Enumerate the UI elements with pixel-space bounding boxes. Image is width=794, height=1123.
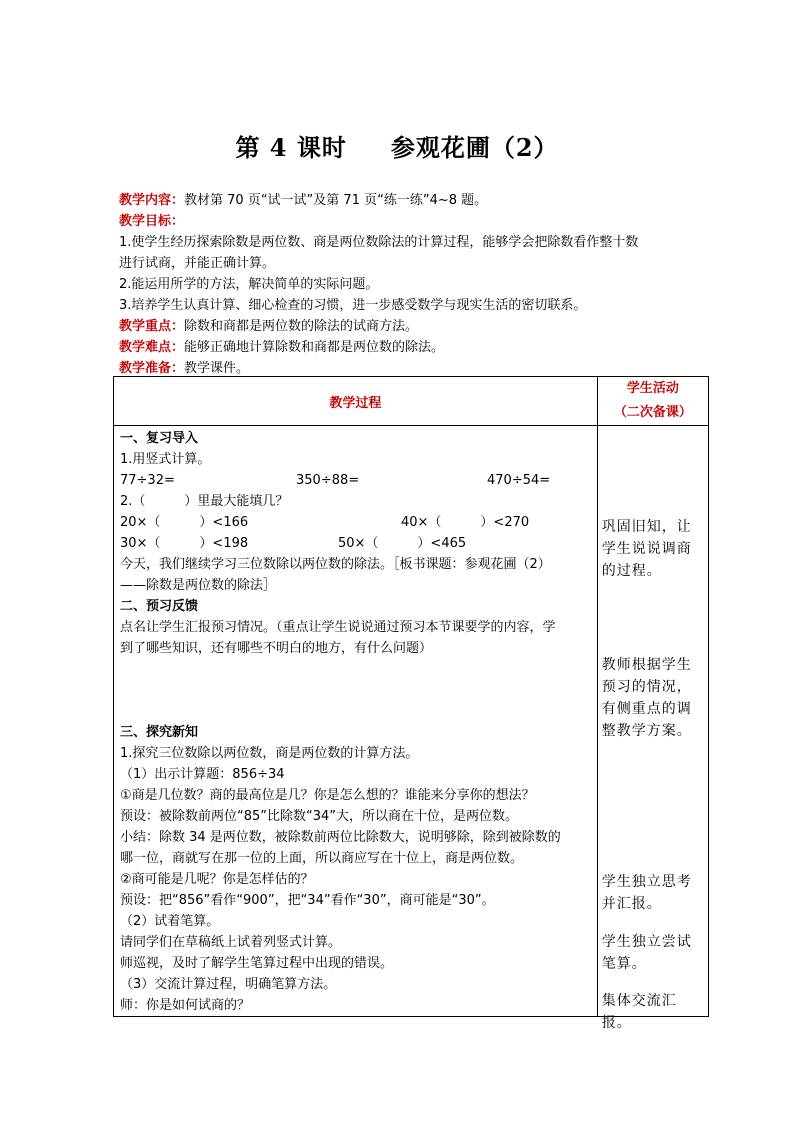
list-item: 1.探究三位数除以两位数，商是两位数的计算方法。 <box>120 746 419 761</box>
list-item: （1）出示计算题：856÷34 <box>120 767 285 782</box>
list-item: 2.（ ）里最大能填几？ <box>120 494 289 509</box>
process-cell <box>114 426 598 1017</box>
goal-line <box>119 211 719 232</box>
header-activity <box>597 377 708 426</box>
activity-cell <box>597 426 708 1031</box>
list-item: 师：你是如何试商的？ <box>120 998 251 1013</box>
key-text: 除数和商都是两位数的除法的试商方法。 <box>184 319 419 334</box>
list-item: 预设：把“856”看作“900”，把“34”看作“30”，商可能是“30”。 <box>120 893 495 908</box>
list-item: （2）试着笔算。 <box>120 914 220 929</box>
list-item: 预设：被除数前两位“85”比除数“34”大，所以商在十位，是两位数。 <box>120 809 519 824</box>
fill-item: 40×（ ）<270 <box>401 515 530 530</box>
calc-item: 350÷88= <box>296 473 360 488</box>
calc-item: 77÷32= <box>120 473 175 488</box>
list-item: 1.用竖式计算。 <box>120 452 211 467</box>
list-item: 哪一位，商就写在那一位的上面，所以商应写在十位上，商是两位数。 <box>120 851 524 866</box>
fill-item: 50×（ ）<465 <box>338 536 467 551</box>
content-label: 教学内容： <box>119 193 185 208</box>
table-body-row <box>114 426 709 1017</box>
list-item: ——除数是两位数的除法］ <box>120 578 277 593</box>
activity-note: 巩固旧知，让学生说说调商的过程。 <box>601 519 692 579</box>
activity-note: 学生独立尝试笔算。 <box>601 934 692 972</box>
list-item: 师巡视，及时了解学生笔算过程中出现的错误。 <box>120 956 394 971</box>
goal-label: 教学目标： <box>119 214 185 229</box>
activity-note: 集体交流汇报。 <box>601 993 677 1031</box>
key-label: 教学重点： <box>119 319 185 334</box>
list-item: 今天，我们继续学习三位数除以两位数的除法。［板书课题：参观花圃（2） <box>120 557 551 572</box>
section-1-title: 一、复习导入 <box>120 431 199 446</box>
activity-note: 教师根据学生预习的情况，有侧重点的调整教学方案。 <box>601 657 692 739</box>
goal-item: 1.使学生经历探索除数是两位数、商是两位数除法的计算过程，能够学会把除数看作整十数 <box>119 235 639 250</box>
lesson-topic: 参观花圃（2） <box>390 133 559 162</box>
header-activity-line1: 学生活动 <box>626 381 679 396</box>
calc-item: 470÷54= <box>487 473 551 488</box>
list-item: 请同学们在草稿纸上试着列竖式计算。 <box>120 935 342 950</box>
section-2-title: 二、预习反馈 <box>120 599 199 614</box>
fill-item: 20×（ ）<166 <box>120 515 249 530</box>
goal-item: 进行试商，并能正确计算。 <box>119 256 276 271</box>
list-item: ①商是几位数？商的最高位是几？你是怎么想的？谁能来分享你的想法？ <box>120 788 535 803</box>
activity-note: 学生独立思考并汇报。 <box>601 874 692 912</box>
goal-item: 2.能运用所学的方法，解决简单的实际问题。 <box>119 277 379 292</box>
list-item: 点名让学生汇报预习情况。（重点让学生说说通过预习本节课要学的内容，学 <box>120 620 556 635</box>
difficulty-line <box>119 337 719 358</box>
page-title <box>0 128 794 163</box>
difficulty-label: 教学难点： <box>119 340 185 355</box>
content-text: 教材第 70 页“试一试”及第 71 页“练一练”4~8 题。 <box>184 193 488 208</box>
list-item: ②商可能是几呢？你是怎样估的？ <box>120 872 314 887</box>
goal-item: 3.培养学生认真计算、细心检查的习惯，进一步感受数学与现实生活的密切联系。 <box>119 298 587 313</box>
prep-text: 教学课件。 <box>184 361 250 376</box>
list-item: （3）交流计算过程，明确笔算方法。 <box>120 977 337 992</box>
header-activity-line2: （二次备课） <box>613 405 692 420</box>
fill-row <box>120 533 591 554</box>
prep-label: 教学准备： <box>119 361 185 376</box>
header-process: 教学过程 <box>114 377 598 426</box>
key-line <box>119 316 719 337</box>
calc-row <box>120 470 591 491</box>
content-line <box>119 190 719 211</box>
difficulty-text: 能够正确地计算除数和商都是两位数的除法。 <box>184 340 445 355</box>
lesson-meta <box>119 190 719 379</box>
list-item: 小结：除数 34 是两位数，被除数前两位比除数大，说明够除，除到被除数的 <box>120 830 561 845</box>
table-header-row <box>114 377 709 426</box>
list-item: 到了哪些知识，还有哪些不明白的地方，有什么问题） <box>120 641 433 656</box>
fill-item: 30×（ ）<198 <box>120 536 249 551</box>
fill-row <box>120 512 591 533</box>
lesson-number: 第 4 课时 <box>235 133 347 162</box>
lesson-table <box>113 376 709 1031</box>
section-3-title: 三、探究新知 <box>120 725 199 740</box>
